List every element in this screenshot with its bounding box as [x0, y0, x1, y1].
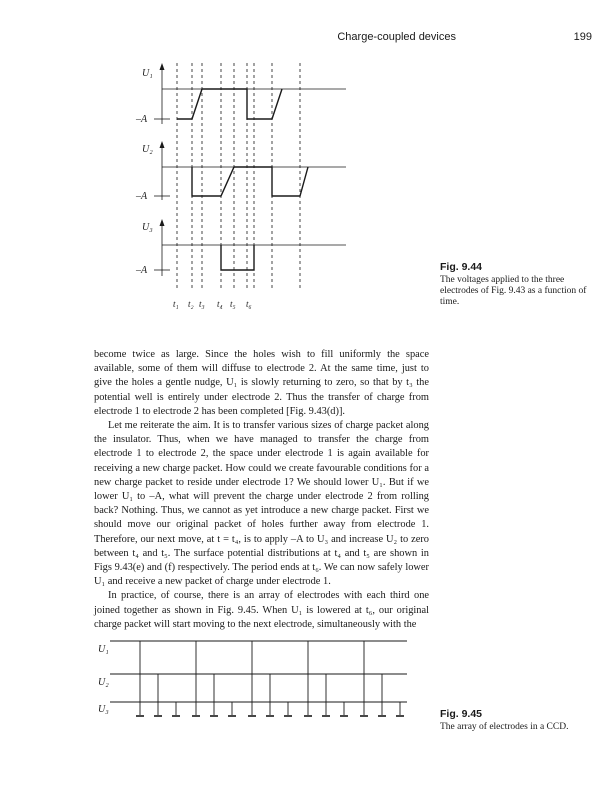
time-label-t2: t₂ — [188, 299, 194, 309]
u1-level-label: –A — [136, 114, 148, 125]
time-label-t1: t₁ — [173, 299, 179, 309]
time-label-t3: t₃ — [199, 299, 205, 309]
time-label-t5: t₅ — [230, 299, 236, 309]
time-label-t6: t₆ — [246, 299, 252, 309]
bus-label-u1: U₁ — [98, 644, 109, 655]
body-text — [94, 348, 429, 632]
figure-44-caption — [440, 262, 600, 308]
page-number: 199 — [573, 31, 592, 43]
time-label-t4: t₄ — [217, 299, 223, 309]
u2-level-label: –A — [136, 191, 148, 202]
u3-axis-arrow — [160, 219, 165, 226]
figure-45-caption — [440, 709, 600, 733]
figure-45-caption-label: Fig. 9.45 — [440, 708, 483, 720]
u3-level-label: –A — [136, 265, 148, 276]
u2-waveform — [192, 167, 308, 196]
u1-waveform — [177, 89, 282, 119]
bus-label-u3: U₃ — [98, 704, 109, 715]
paragraph: In practice, of course, there is an array of electrodes with each third one joined together as shown in Fig. 9.45. When U₁ is lowered at t₆, our original charge packet will start moving to the next electrode, simultaneously with the — [94, 590, 429, 630]
timing-diagram — [136, 58, 360, 316]
paragraph: Let me reiterate the aim. It is to transfer various sizes of charge packet along the insulator. Thus, when we have managed to transfer the charge from electrode 1 to electrode 2, the space under electrode 1 is again available for receiving a new charge packet. How could we create favourable conditions for a new charge packet to reside under electrode 1? We should lower U₁. But if we lower U₁ to –A, what will prevent the charge under electrode 2 from rolling back? Nothing. Thus, we cannot as yet introduce a new charge packet. First we should move our original packet of holes further away from electrode 1. Therefore, our next move, at t = t₄, is to apply –A to U₃ and increase U₂ to zero between t₄ and t₅. The surface potential distributions at t₄ and t₅ are shown in Figs 9.43(e) and (f) respectively. The period ends at t₆. We can now safely lower U₁ and receive a new packet of charge under electrode 1. — [94, 420, 429, 588]
u3-waveform — [221, 245, 254, 270]
figure-44-caption-text: The voltages applied to the three electrodes of Fig. 9.43 as a function of time. — [440, 275, 587, 307]
paragraph: become twice as large. Since the holes wish to fill uniformly the space available, some of them will diffuse to electrode 2. At the same time, just to give the holes a gentle nudge, U₁ is slowly returning to zero, so that by t₃ the potential well is entirely under electrode 2. Thus the transfer of charge from electrode 1 to electrode 2 has been completed [Fig. 9.43(d)]. — [94, 349, 429, 417]
bus-label-u2: U₂ — [98, 677, 109, 688]
figure-45-caption-text: The array of electrodes in a CCD. — [440, 722, 569, 732]
u3-axis-label: U₃ — [142, 222, 153, 233]
running-title: Charge-coupled devices — [337, 31, 456, 43]
u2-axis-label: U₂ — [142, 144, 153, 155]
electrode-array-diagram — [92, 630, 412, 730]
u1-axis-arrow — [160, 63, 165, 70]
u1-axis-label: U₁ — [142, 68, 153, 79]
figure-44-caption-label: Fig. 9.44 — [440, 261, 483, 273]
u2-axis-arrow — [160, 141, 165, 148]
